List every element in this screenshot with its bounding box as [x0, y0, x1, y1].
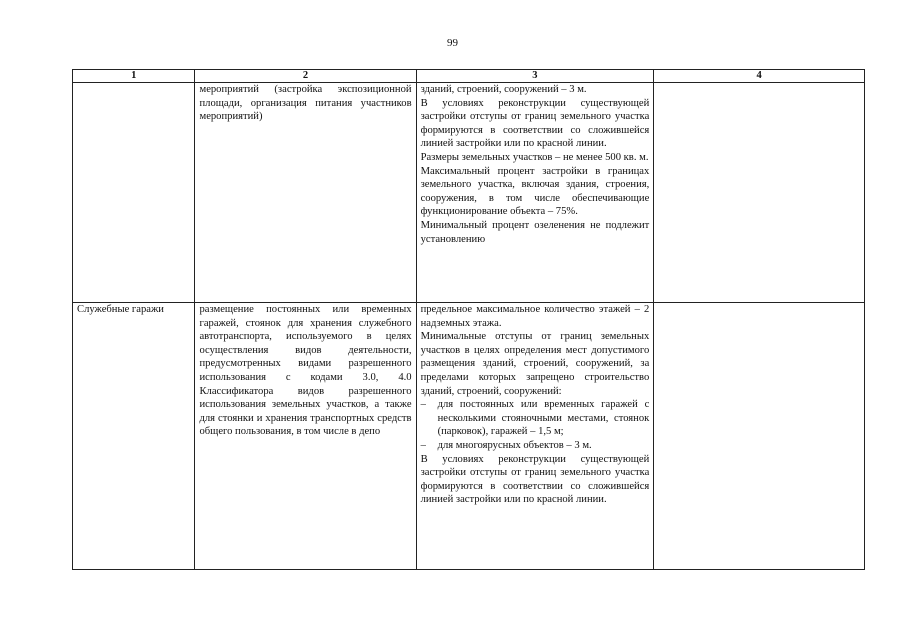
- cell-parameters: [416, 83, 654, 303]
- list-item: [421, 439, 650, 453]
- cell-notes: [654, 303, 865, 570]
- list-item-text: для многоярусных объектов – 3 м.: [437, 439, 592, 451]
- parameter-paragraph: предельное максимальное количество этажей – 2 надземных этажа.: [420, 304, 650, 329]
- cell-use-description: размещение постоянных или временных гаражей, стоянок для хранения служебного автотранспорта, используемого в целях осуществления видов деятельности, предусмотренных видами разрешенного использования с кодами 3.0, 4.0 Классификатора видов разрешенного использования земельных участков, а также для стоянки и хранения транспортных средств общего пользования, в том числе в депо: [195, 303, 416, 570]
- dash-marker: –: [420, 439, 426, 451]
- cell-notes: [654, 83, 865, 303]
- parameter-paragraph: Размеры земельных участков – не менее 500 кв. м.: [420, 151, 649, 163]
- parameter-paragraph: Максимальный процент застройки в границах земельного участка, включая здания, строения, сооружения, в том числе обеспечивающие функционирование объекта – 75%.: [420, 165, 650, 218]
- column-header-2: 2: [195, 70, 416, 83]
- table-header-row: [73, 70, 865, 83]
- cell-use-name: Служебные гаражи: [73, 303, 195, 570]
- cell-use-description: мероприятий (застройка экспозиционной площади, организация питания участников мероприятий): [195, 83, 416, 303]
- table-row: [73, 303, 865, 570]
- page-number: 99: [447, 37, 458, 49]
- column-header-3: 3: [416, 70, 654, 83]
- setback-list: [421, 398, 650, 452]
- column-header-4: 4: [654, 70, 865, 83]
- list-item-text: для постоянных или временных гаражей с несколькими стояночными местами, стоянок (парковок), гаражей – 1,5 м;: [437, 399, 650, 438]
- dash-marker: –: [420, 399, 426, 411]
- list-item: [421, 398, 650, 439]
- parameter-paragraph: Минимальные отступы от границ земельных участков в целях определения мест допустимого размещения зданий, строений, сооружений, за пределами которых запрещено строительство зданий, строений, сооружений:: [420, 331, 650, 397]
- cell-parameters: [416, 303, 654, 570]
- column-header-1: 1: [73, 70, 195, 83]
- parameter-paragraph: зданий, строений, сооружений – 3 м.: [420, 84, 587, 95]
- regulations-table: [72, 69, 865, 570]
- cell-use-name: [73, 83, 195, 303]
- parameter-paragraph: В условиях реконструкции существующей застройки отступы от границ земельного участка формируются в соответствии со сложившейся линией застройки или по красной линии.: [420, 97, 650, 150]
- parameter-paragraph: В условиях реконструкции существующей застройки отступы от границ земельного участка формируются в соответствии со сложившейся линией застройки или по красной линии.: [420, 453, 650, 506]
- parameter-paragraph: Минимальный процент озеленения не подлежит установлению: [420, 219, 650, 245]
- table-row: [73, 83, 865, 303]
